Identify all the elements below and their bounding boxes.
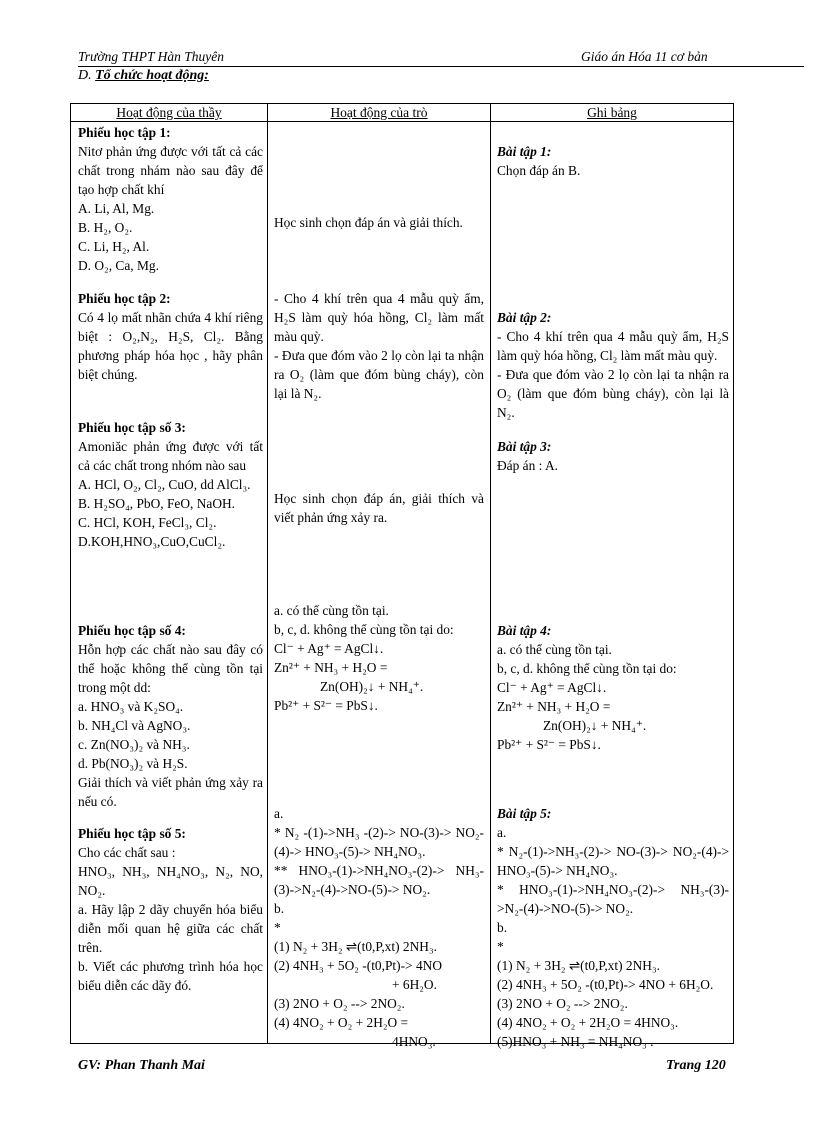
equation: 4HNO₃. (392, 1034, 436, 1049)
student-column (274, 601, 484, 715)
reaction: Pb²⁺ + S²⁻ = PbS↓. (497, 737, 601, 752)
option: A. HCl, O₂, Cl₂, CuO, dd AlCl₃. (78, 477, 251, 492)
exercise-text: - Đưa que đóm vào 2 lọ còn lại ta nhận ra O₂ (làm que đóm bùng cháy), còn lại là N₂. (497, 367, 729, 420)
reaction: Zn(OH)₂↓ + NH₄⁺. (543, 718, 647, 733)
reaction-chain: * HNO₃-(1)->NH₄NO₃-(2)-> NH₃-(3)->N₂-(4)->NO-(5)-> NO₂. (497, 882, 729, 916)
student-answer: a. (274, 806, 284, 821)
equation: (5)HNO₃ + NH₃ = NH₄NO₃ . (497, 1034, 654, 1049)
option: d. Pb(NO₃)₂ và H₂S. (78, 756, 188, 771)
reaction: Zn²⁺ + NH₃ + H₂O = (497, 699, 611, 714)
page-footer (78, 1058, 738, 1074)
exercise-text: Chọn đáp án B. (497, 163, 581, 178)
exercise-text: a. có thể cùng tồn tại. (497, 642, 612, 657)
teacher-name: GV: Phan Thanh Mai (78, 1058, 205, 1073)
exercise-text: b. (497, 920, 508, 935)
option: C. HCl, KOH, FeCl₃, Cl₂. (78, 515, 217, 530)
reaction-chain: * N₂-(1)->NH₃-(2)-> NO-(3)-> NO₂-(4)-> HNO₃-(5)-> NH₄NO₃. (497, 844, 729, 878)
section-title: Tổ chức hoạt động: (95, 68, 209, 83)
exercise-text: Đáp án : A. (497, 458, 558, 473)
student-answer: a. có thể cùng tồn tại. (274, 603, 389, 618)
reaction: Pb²⁺ + S²⁻ = PbS↓. (274, 698, 378, 713)
exercise-title: Bài tập 5: (497, 806, 552, 821)
option: D.KOH,HNO₃,CuO,CuCl₂. (78, 534, 226, 549)
reaction-chain: ** HNO₃-(1)->NH₄NO₃-(2)-> NH₃-(3)->N₂-(4)->NO-(5)-> NO₂. (274, 863, 484, 897)
teacher-column (78, 824, 263, 995)
teacher-column (78, 418, 263, 551)
board-column (497, 621, 729, 754)
section-prefix: D. (78, 68, 96, 83)
column-header-student: Hoạt động của trò (330, 105, 428, 120)
worksheet-text: Cho các chất sau : (78, 845, 176, 860)
exercise-text: - Cho 4 khí trên qua 4 mẫu quỳ ẩm, H₂S làm quỳ hóa hồng, Cl₂ làm mất màu quỳ. (497, 329, 729, 363)
reaction-chain: * N₂ -(1)->NH₃ -(2)-> NO-(3)-> NO₂-(4)-> HNO₃-(5)-> NH₄NO₃. (274, 825, 484, 859)
exercise-text: a. (497, 825, 507, 840)
worksheet-title: Phiếu học tập số 4: (78, 623, 186, 638)
option: a. HNO₃ và K₂SO₄. (78, 699, 184, 714)
equation: (4) 4NO₂ + O₂ + 2H₂O = (274, 1015, 409, 1030)
exercise-title: Bài tập 1: (497, 144, 552, 159)
worksheet-text: a. Hãy lập 2 dãy chuyển hóa biểu diễn mối quan hệ giữa các chất trên. (78, 902, 263, 955)
equation: (2) 4NH₃ + 5O₂ -(t0,Pt)-> 4NO + 6H₂O. (497, 977, 714, 992)
student-answer: * (274, 920, 281, 935)
page-number: Trang 120 (666, 1058, 726, 1073)
student-answer: Học sinh chọn đáp án, giải thích và viết phản ứng xảy ra. (274, 491, 484, 525)
teacher-column (78, 289, 263, 384)
worksheet-text: HNO₃, NH₃, NH₄NO₃, N₂, NO, NO₂. (78, 864, 263, 898)
option: b. NH₄Cl và AgNO₃. (78, 718, 191, 733)
worksheet-text: Nitơ phản ứng được với tất cả các chất trong nhám nào sau đây để tạo hợp chất khí (78, 144, 263, 197)
section-heading (78, 68, 209, 84)
exercise-title: Bài tập 4: (497, 623, 552, 638)
equation: (2) 4NH₃ + 5O₂ -(t0,Pt)-> 4NO (274, 958, 442, 973)
option: C. Li, H₂, Al. (78, 239, 150, 254)
board-column (497, 804, 729, 1051)
equation: (3) 2NO + O₂ --> 2NO₂. (497, 996, 628, 1011)
teacher-column (78, 123, 263, 275)
student-column (274, 489, 484, 527)
equation: (1) N₂ + 3H₂ ⇌(t0,P,xt) 2NH₃. (274, 939, 437, 954)
worksheet-title: Phiếu học tập 2: (78, 291, 171, 306)
exercise-text: b, c, d. không thể cùng tồn tại do: (497, 661, 677, 676)
teacher-column (78, 621, 263, 811)
student-column (274, 213, 484, 232)
equation: (1) N₂ + 3H₂ ⇌(t0,P,xt) 2NH₃. (497, 958, 660, 973)
worksheet-text: Amoniăc phản ứng được với tất cả các chất trong nhóm nào sau (78, 439, 263, 473)
worksheet-title: Phiếu học tập số 3: (78, 420, 186, 435)
board-column (497, 142, 729, 180)
worksheet-title: Phiếu học tập 1: (78, 125, 171, 140)
header-divider (71, 121, 733, 122)
student-answer: Học sinh chọn đáp án và giải thích. (274, 215, 463, 230)
worksheet-text: Có 4 lọ mất nhãn chứa 4 khí riêng biệt : O₂,N₂, H₂S, Cl₂. Bằng phương pháp hóa học , hãy phân biệt chúng. (78, 310, 263, 382)
reaction: Zn(OH)₂↓ + NH₄⁺. (320, 679, 424, 694)
column-divider (490, 104, 491, 1043)
column-divider (267, 104, 268, 1043)
student-answer: - Đưa que đóm vào 2 lọ còn lại ta nhận ra O₂ (làm que đóm bùng cháy), còn lại là N₂. (274, 348, 484, 401)
option: D. O₂, Ca, Mg. (78, 258, 159, 273)
page-header (78, 48, 804, 67)
board-column (497, 437, 729, 475)
board-column (497, 308, 729, 422)
school-name: Trường THPT Hàn Thuyên (78, 49, 224, 64)
student-column (274, 289, 484, 403)
worksheet-text: Giải thích và viết phản ứng xảy ra nếu có. (78, 775, 263, 809)
student-column (274, 804, 484, 1051)
option: B. H₂SO₄, PbO, FeO, NaOH. (78, 496, 236, 511)
worksheet-text: b. Viết các phương trình hóa học biểu diễn các dãy đó. (78, 959, 263, 993)
option: B. H₂, O₂. (78, 220, 133, 235)
column-header-teacher: Hoạt động của thầy (116, 105, 222, 120)
student-answer: b, c, d. không thể cùng tồn tại do: (274, 622, 454, 637)
exercise-title: Bài tập 2: (497, 310, 552, 325)
equation: + 6H₂O. (392, 977, 437, 992)
worksheet-text: Hỗn hợp các chất nào sau đây có thể hoặc không thể cùng tồn tại trong một dd: (78, 642, 263, 695)
activity-table (70, 103, 734, 1049)
equation: (4) 4NO₂ + O₂ + 2H₂O = 4HNO₃. (497, 1015, 679, 1030)
worksheet-title: Phiếu học tập số 5: (78, 826, 186, 841)
equation: (3) 2NO + O₂ --> 2NO₂. (274, 996, 405, 1011)
reaction: Zn²⁺ + NH₃ + H₂O = (274, 660, 388, 675)
reaction: Cl⁻ + Ag⁺ = AgCl↓. (497, 680, 607, 695)
reaction: Cl⁻ + Ag⁺ = AgCl↓. (274, 641, 384, 656)
student-answer: b. (274, 901, 285, 916)
student-answer: - Cho 4 khí trên qua 4 mẫu quỳ ẩm, H₂S làm quỳ hóa hồng, Cl₂ làm mất màu quỳ. (274, 291, 484, 344)
exercise-text: * (497, 939, 504, 954)
column-header-board: Ghi bảng (587, 105, 637, 120)
option: A. Li, Al, Mg. (78, 201, 155, 216)
option: c. Zn(NO₃)₂ và NH₃. (78, 737, 190, 752)
subject-name: Giáo án Hóa 11 cơ bản (581, 49, 708, 64)
exercise-title: Bài tập 3: (497, 439, 552, 454)
